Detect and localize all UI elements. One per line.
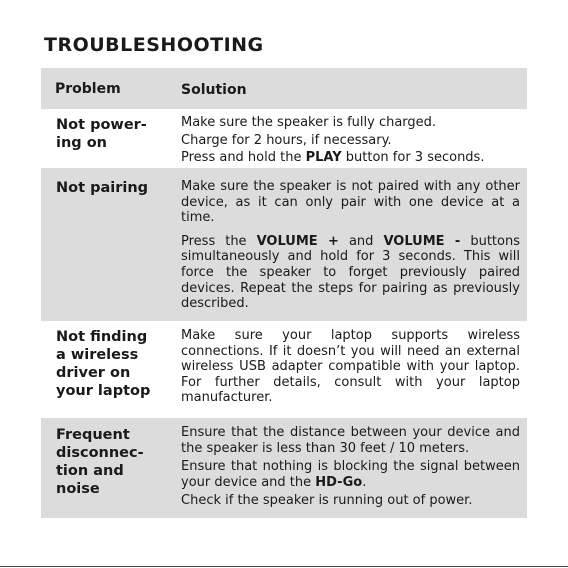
header-problem: Problem bbox=[55, 81, 121, 97]
problem-line: your laptop bbox=[56, 383, 151, 399]
problem-line: disconnec- bbox=[56, 445, 144, 461]
solution-paragraph bbox=[181, 133, 520, 149]
problem-line: Frequent bbox=[56, 427, 130, 443]
problem-line: driver on bbox=[56, 365, 131, 381]
troubleshooting-table bbox=[41, 68, 527, 518]
solution-cell bbox=[181, 425, 520, 509]
problem-line: noise bbox=[56, 481, 100, 497]
table-row bbox=[41, 109, 527, 168]
text-run: Press and hold the bbox=[181, 150, 306, 166]
table-row bbox=[41, 168, 527, 321]
table-row bbox=[41, 321, 527, 418]
problem-cell bbox=[56, 328, 166, 400]
solution-paragraph bbox=[181, 115, 520, 131]
text-run: buttons simultaneously and hold for 3 seconds. This will force the speaker to forget previously paired devices. Repeat the steps for pairing as previously described. bbox=[181, 233, 520, 312]
problem-line: tion and bbox=[56, 463, 124, 479]
text-run: Make sure your laptop supports wireless connections. If it doesn’t you will need an external wireless USB adapter compatible with your laptop. For further details, consult with your laptop manufacturer. bbox=[181, 328, 520, 406]
problem-line: a wireless bbox=[56, 347, 139, 363]
bold-term: VOLUME + bbox=[256, 233, 339, 249]
text-run: . bbox=[362, 474, 367, 490]
bold-term: HD-Go bbox=[315, 474, 363, 490]
solution-paragraph bbox=[181, 493, 520, 509]
solution-paragraph bbox=[181, 234, 520, 312]
solution-cell bbox=[181, 328, 520, 406]
text-run: Make sure the speaker is fully charged. bbox=[181, 115, 437, 130]
text-run: Ensure that nothing is blocking the signal between your device and the bbox=[181, 459, 520, 490]
problem-cell bbox=[56, 426, 166, 498]
problem-line: ing on bbox=[56, 135, 108, 151]
problem-line: Not finding bbox=[56, 329, 148, 345]
table-row bbox=[41, 418, 527, 518]
page-title: TROUBLESHOOTING bbox=[44, 34, 264, 56]
text-run: button for 3 seconds. bbox=[341, 150, 485, 166]
text-run: Make sure the speaker is not paired with any other device, as it can only pair with one device at a time. bbox=[181, 179, 520, 226]
solution-cell bbox=[181, 115, 520, 166]
text-run: Check if the speaker is running out of power. bbox=[181, 493, 473, 509]
solution-cell bbox=[181, 179, 520, 312]
problem-line: Not pairing bbox=[56, 180, 149, 196]
bold-term: PLAY bbox=[305, 150, 342, 166]
solution-paragraph bbox=[181, 179, 520, 226]
header-solution: Solution bbox=[181, 82, 247, 98]
table-header bbox=[41, 68, 527, 109]
problem-cell bbox=[56, 179, 166, 197]
solution-paragraph bbox=[181, 425, 520, 456]
solution-paragraph bbox=[181, 459, 520, 490]
text-run: Press the bbox=[181, 233, 257, 249]
text-run: and bbox=[338, 233, 384, 249]
problem-cell bbox=[56, 116, 166, 152]
solution-paragraph bbox=[181, 328, 520, 406]
text-run: Ensure that the distance between your device and the speaker is less than 30 feet / 10 meters. bbox=[181, 425, 520, 456]
page-bottom-rule bbox=[0, 566, 568, 567]
bold-term: VOLUME - bbox=[383, 233, 461, 249]
solution-paragraph bbox=[181, 150, 520, 166]
text-run: Charge for 2 hours, if necessary. bbox=[181, 132, 392, 148]
problem-line: Not power- bbox=[56, 117, 147, 133]
